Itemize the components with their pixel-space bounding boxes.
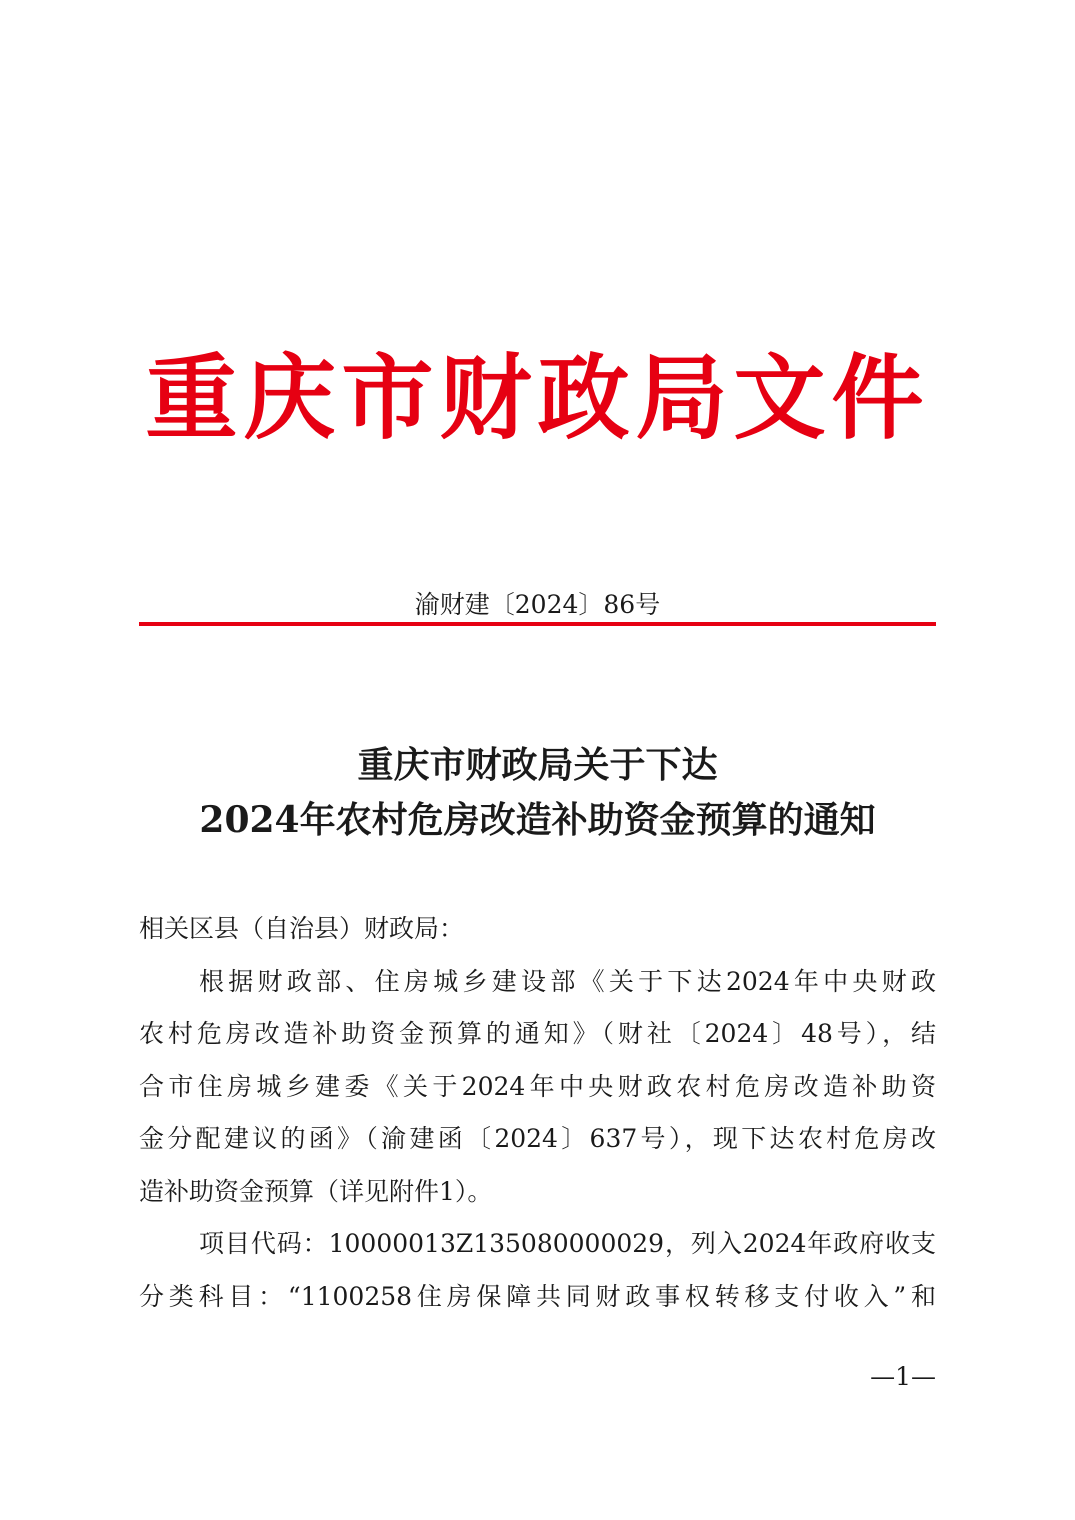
- page-number: —1—: [870, 1362, 936, 1391]
- paragraph-1-line: 根据财政部、住房城乡建设部《关于下达2024年中央财政: [199, 966, 936, 996]
- masthead-title: 重庆市财政局文件: [145, 344, 930, 452]
- red-divider-line: [139, 622, 936, 626]
- document-body: [139, 903, 936, 1323]
- document-number: 渝财建〔2024〕86号: [414, 590, 661, 619]
- notice-title-line-2: 2024年农村危房改造补助资金预算的通知: [199, 799, 876, 841]
- notice-title-line-1: 重庆市财政局关于下达: [357, 744, 718, 786]
- paragraph-1-line: 合市住房城乡建委《关于2024年中央财政农村危房改造补助资: [139, 1071, 936, 1101]
- paragraph-2-line: 项目代码：10000013Z135080000029，列入2024年政府收支: [199, 1229, 936, 1258]
- salutation: 相关区县（自治县）财政局：: [139, 914, 465, 943]
- paragraph-1-line: 造补助资金预算（详见附件1）。: [139, 1176, 493, 1206]
- paragraph-1-line: 农村危房改造补助资金预算的通知》（财社〔2024〕48号），结: [139, 1019, 936, 1048]
- paragraph-2-line: 分类科目：“1100258住房保障共同财政事权转移支付收入”和: [139, 1281, 936, 1311]
- paragraph-1-line: 金分配建议的函》（渝建函〔2024〕637号），现下达农村危房改: [139, 1124, 936, 1153]
